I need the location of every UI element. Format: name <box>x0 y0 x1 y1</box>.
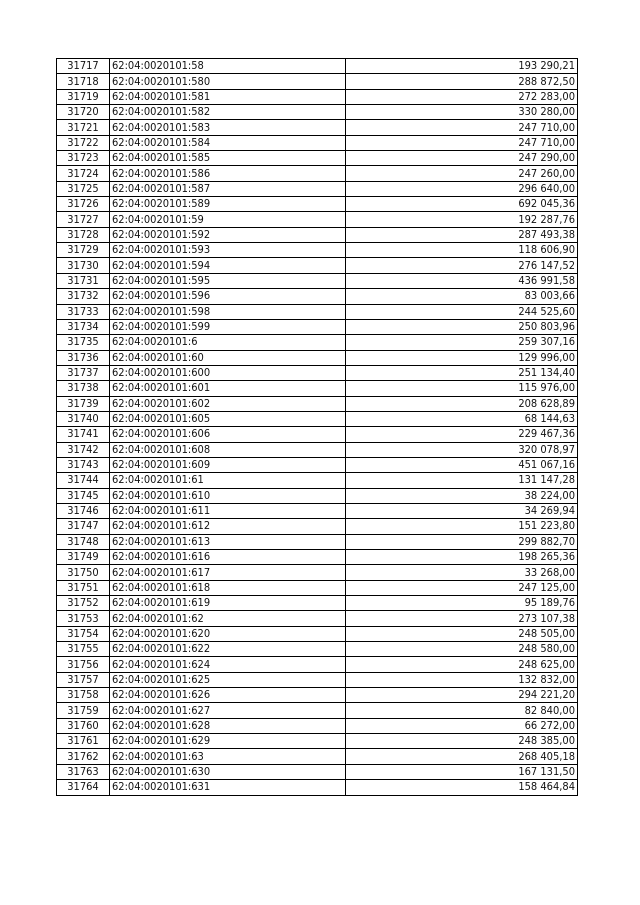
row-number: 31737 <box>57 365 110 380</box>
cadastral-number: 62:04:0020101:589 <box>110 197 346 212</box>
table-row <box>57 120 578 135</box>
row-number: 31717 <box>57 59 110 74</box>
row-number: 31735 <box>57 335 110 350</box>
row-number: 31718 <box>57 74 110 89</box>
cadastral-value: 330 280,00 <box>346 105 578 120</box>
cadastral-number: 62:04:0020101:618 <box>110 580 346 595</box>
cadastral-value: 151 223,80 <box>346 519 578 534</box>
cadastral-value: 244 525,60 <box>346 304 578 319</box>
table-row <box>57 365 578 380</box>
row-number: 31739 <box>57 396 110 411</box>
cadastral-number: 62:04:0020101:60 <box>110 350 346 365</box>
cadastral-number: 62:04:0020101:608 <box>110 442 346 457</box>
cadastral-value: 451 067,16 <box>346 457 578 472</box>
table-row <box>57 350 578 365</box>
cadastral-value: 296 640,00 <box>346 181 578 196</box>
row-number: 31751 <box>57 580 110 595</box>
cadastral-value-table <box>56 58 578 796</box>
cadastral-value: 248 505,00 <box>346 626 578 641</box>
row-number: 31724 <box>57 166 110 181</box>
cadastral-value: 198 265,36 <box>346 550 578 565</box>
table-row <box>57 749 578 764</box>
table-row <box>57 688 578 703</box>
cadastral-number: 62:04:0020101:629 <box>110 734 346 749</box>
row-number: 31720 <box>57 105 110 120</box>
table-row <box>57 672 578 687</box>
cadastral-number: 62:04:0020101:586 <box>110 166 346 181</box>
cadastral-value: 294 221,20 <box>346 688 578 703</box>
row-number: 31749 <box>57 550 110 565</box>
table-row <box>57 227 578 242</box>
cadastral-number: 62:04:0020101:63 <box>110 749 346 764</box>
table-row <box>57 319 578 334</box>
cadastral-number: 62:04:0020101:594 <box>110 258 346 273</box>
row-number: 31755 <box>57 642 110 657</box>
row-number: 31743 <box>57 457 110 472</box>
cadastral-number: 62:04:0020101:593 <box>110 243 346 258</box>
cadastral-value: 436 991,58 <box>346 273 578 288</box>
cadastral-value: 320 078,97 <box>346 442 578 457</box>
table-row <box>57 304 578 319</box>
cadastral-number: 62:04:0020101:625 <box>110 672 346 687</box>
table-body <box>57 59 578 796</box>
row-number: 31728 <box>57 227 110 242</box>
row-number: 31748 <box>57 534 110 549</box>
cadastral-value: 33 268,00 <box>346 565 578 580</box>
cadastral-number: 62:04:0020101:617 <box>110 565 346 580</box>
cadastral-number: 62:04:0020101:581 <box>110 89 346 104</box>
row-number: 31741 <box>57 427 110 442</box>
table-row <box>57 166 578 181</box>
row-number: 31747 <box>57 519 110 534</box>
cadastral-number: 62:04:0020101:582 <box>110 105 346 120</box>
cadastral-number: 62:04:0020101:624 <box>110 657 346 672</box>
cadastral-value: 248 580,00 <box>346 642 578 657</box>
table-row <box>57 703 578 718</box>
table-row <box>57 273 578 288</box>
table-row <box>57 718 578 733</box>
row-number: 31729 <box>57 243 110 258</box>
row-number: 31764 <box>57 780 110 795</box>
cadastral-number: 62:04:0020101:606 <box>110 427 346 442</box>
cadastral-number: 62:04:0020101:622 <box>110 642 346 657</box>
cadastral-value: 95 189,76 <box>346 596 578 611</box>
cadastral-number: 62:04:0020101:596 <box>110 289 346 304</box>
cadastral-value: 66 272,00 <box>346 718 578 733</box>
cadastral-value: 259 307,16 <box>346 335 578 350</box>
cadastral-value: 208 628,89 <box>346 396 578 411</box>
cadastral-number: 62:04:0020101:601 <box>110 381 346 396</box>
row-number: 31722 <box>57 135 110 150</box>
cadastral-value: 247 290,00 <box>346 151 578 166</box>
cadastral-number: 62:04:0020101:583 <box>110 120 346 135</box>
cadastral-number: 62:04:0020101:592 <box>110 227 346 242</box>
cadastral-value: 193 290,21 <box>346 59 578 74</box>
cadastral-value: 299 882,70 <box>346 534 578 549</box>
cadastral-value: 192 287,76 <box>346 212 578 227</box>
cadastral-number: 62:04:0020101:619 <box>110 596 346 611</box>
row-number: 31756 <box>57 657 110 672</box>
cadastral-value: 276 147,52 <box>346 258 578 273</box>
cadastral-number: 62:04:0020101:602 <box>110 396 346 411</box>
table-row <box>57 197 578 212</box>
cadastral-value: 248 385,00 <box>346 734 578 749</box>
row-number: 31745 <box>57 488 110 503</box>
table-row <box>57 335 578 350</box>
cadastral-number: 62:04:0020101:613 <box>110 534 346 549</box>
table-row <box>57 151 578 166</box>
cadastral-value: 247 710,00 <box>346 120 578 135</box>
cadastral-value: 251 134,40 <box>346 365 578 380</box>
table-row <box>57 135 578 150</box>
table-row <box>57 289 578 304</box>
row-number: 31732 <box>57 289 110 304</box>
table-row <box>57 457 578 472</box>
table-row <box>57 74 578 89</box>
cadastral-number: 62:04:0020101:616 <box>110 550 346 565</box>
row-number: 31719 <box>57 89 110 104</box>
cadastral-value: 129 996,00 <box>346 350 578 365</box>
table-row <box>57 503 578 518</box>
cadastral-value: 247 125,00 <box>346 580 578 595</box>
cadastral-number: 62:04:0020101:631 <box>110 780 346 795</box>
table-row <box>57 611 578 626</box>
cadastral-value: 131 147,28 <box>346 473 578 488</box>
row-number: 31763 <box>57 764 110 779</box>
cadastral-value: 250 803,96 <box>346 319 578 334</box>
row-number: 31762 <box>57 749 110 764</box>
row-number: 31723 <box>57 151 110 166</box>
table-row <box>57 411 578 426</box>
row-number: 31760 <box>57 718 110 733</box>
table-row <box>57 381 578 396</box>
cadastral-number: 62:04:0020101:585 <box>110 151 346 166</box>
table-row <box>57 642 578 657</box>
cadastral-number: 62:04:0020101:605 <box>110 411 346 426</box>
table-row <box>57 243 578 258</box>
table-row <box>57 473 578 488</box>
row-number: 31754 <box>57 626 110 641</box>
table-row <box>57 550 578 565</box>
cadastral-number: 62:04:0020101:598 <box>110 304 346 319</box>
cadastral-value: 68 144,63 <box>346 411 578 426</box>
row-number: 31746 <box>57 503 110 518</box>
cadastral-value: 34 269,94 <box>346 503 578 518</box>
table-row <box>57 764 578 779</box>
table-row <box>57 488 578 503</box>
cadastral-number: 62:04:0020101:600 <box>110 365 346 380</box>
table-row <box>57 734 578 749</box>
row-number: 31725 <box>57 181 110 196</box>
row-number: 31742 <box>57 442 110 457</box>
table-row <box>57 534 578 549</box>
row-number: 31726 <box>57 197 110 212</box>
row-number: 31721 <box>57 120 110 135</box>
row-number: 31727 <box>57 212 110 227</box>
row-number: 31738 <box>57 381 110 396</box>
cadastral-number: 62:04:0020101:599 <box>110 319 346 334</box>
cadastral-number: 62:04:0020101:58 <box>110 59 346 74</box>
cadastral-value: 132 832,00 <box>346 672 578 687</box>
row-number: 31758 <box>57 688 110 703</box>
row-number: 31757 <box>57 672 110 687</box>
cadastral-value: 118 606,90 <box>346 243 578 258</box>
row-number: 31752 <box>57 596 110 611</box>
table-row <box>57 519 578 534</box>
row-number: 31733 <box>57 304 110 319</box>
cadastral-value: 287 493,38 <box>346 227 578 242</box>
cadastral-value: 288 872,50 <box>346 74 578 89</box>
cadastral-value: 248 625,00 <box>346 657 578 672</box>
table-row <box>57 59 578 74</box>
row-number: 31759 <box>57 703 110 718</box>
table-row <box>57 105 578 120</box>
row-number: 31744 <box>57 473 110 488</box>
table-row <box>57 396 578 411</box>
table-row <box>57 580 578 595</box>
cadastral-number: 62:04:0020101:62 <box>110 611 346 626</box>
cadastral-value: 268 405,18 <box>346 749 578 764</box>
table-row <box>57 212 578 227</box>
row-number: 31740 <box>57 411 110 426</box>
table-row <box>57 427 578 442</box>
cadastral-number: 62:04:0020101:611 <box>110 503 346 518</box>
cadastral-value: 247 710,00 <box>346 135 578 150</box>
table-row <box>57 258 578 273</box>
cadastral-number: 62:04:0020101:612 <box>110 519 346 534</box>
cadastral-value: 38 224,00 <box>346 488 578 503</box>
table-row <box>57 442 578 457</box>
cadastral-number: 62:04:0020101:620 <box>110 626 346 641</box>
row-number: 31736 <box>57 350 110 365</box>
cadastral-number: 62:04:0020101:610 <box>110 488 346 503</box>
cadastral-number: 62:04:0020101:584 <box>110 135 346 150</box>
table-row <box>57 657 578 672</box>
cadastral-number: 62:04:0020101:595 <box>110 273 346 288</box>
table-row <box>57 181 578 196</box>
cadastral-number: 62:04:0020101:628 <box>110 718 346 733</box>
row-number: 31761 <box>57 734 110 749</box>
cadastral-value: 167 131,50 <box>346 764 578 779</box>
table-row <box>57 89 578 104</box>
row-number: 31731 <box>57 273 110 288</box>
table-row <box>57 565 578 580</box>
row-number: 31753 <box>57 611 110 626</box>
cadastral-number: 62:04:0020101:626 <box>110 688 346 703</box>
row-number: 31750 <box>57 565 110 580</box>
cadastral-value: 247 260,00 <box>346 166 578 181</box>
cadastral-number: 62:04:0020101:627 <box>110 703 346 718</box>
cadastral-value: 692 045,36 <box>346 197 578 212</box>
cadastral-value: 272 283,00 <box>346 89 578 104</box>
cadastral-number: 62:04:0020101:61 <box>110 473 346 488</box>
table-row <box>57 626 578 641</box>
table-row <box>57 780 578 795</box>
cadastral-number: 62:04:0020101:630 <box>110 764 346 779</box>
cadastral-value: 273 107,38 <box>346 611 578 626</box>
row-number: 31730 <box>57 258 110 273</box>
row-number: 31734 <box>57 319 110 334</box>
table-row <box>57 596 578 611</box>
cadastral-value: 229 467,36 <box>346 427 578 442</box>
cadastral-number: 62:04:0020101:587 <box>110 181 346 196</box>
cadastral-value: 82 840,00 <box>346 703 578 718</box>
cadastral-value: 115 976,00 <box>346 381 578 396</box>
cadastral-number: 62:04:0020101:609 <box>110 457 346 472</box>
cadastral-value: 158 464,84 <box>346 780 578 795</box>
cadastral-value: 83 003,66 <box>346 289 578 304</box>
cadastral-number: 62:04:0020101:580 <box>110 74 346 89</box>
cadastral-number: 62:04:0020101:59 <box>110 212 346 227</box>
cadastral-number: 62:04:0020101:6 <box>110 335 346 350</box>
